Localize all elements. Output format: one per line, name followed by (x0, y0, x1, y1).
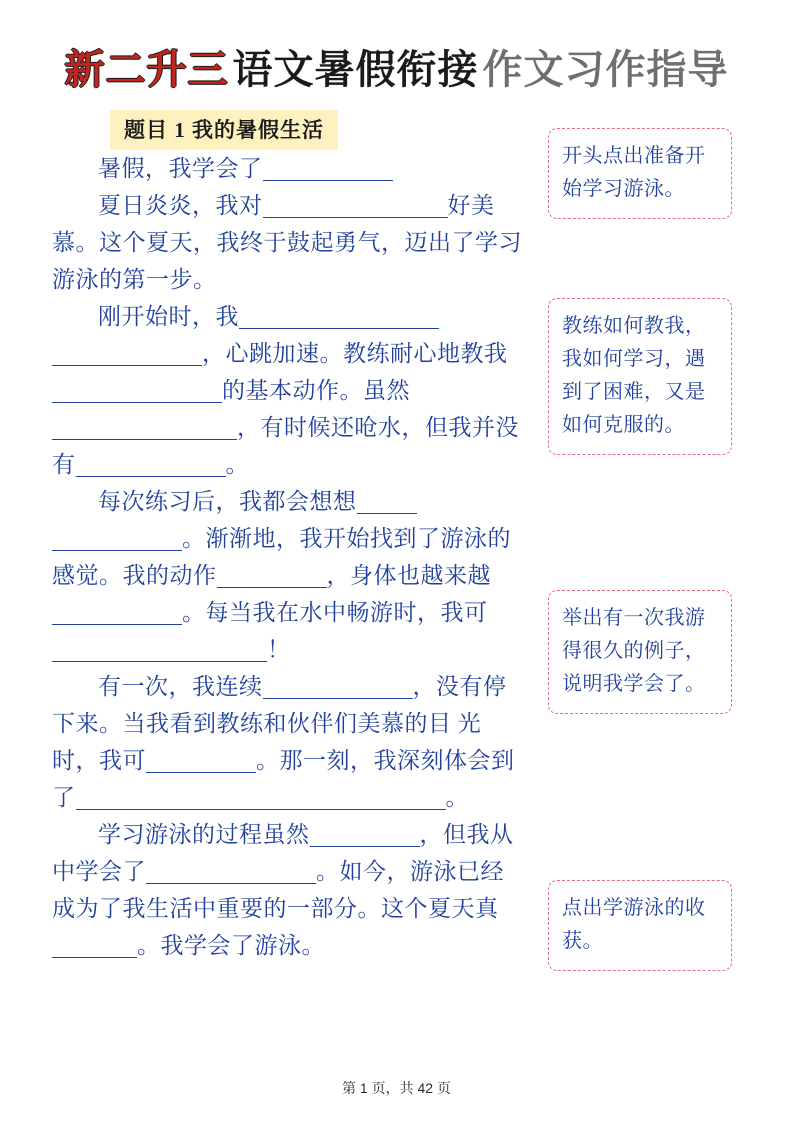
paragraph-5-text-4: 。 (445, 785, 469, 810)
paragraph-3-text-3: 的基本动作。虽然 (222, 378, 410, 403)
paragraph-3 (52, 298, 522, 483)
annotation-note-3: 举出有一次我游得很久的例子，说明我学会了。 (548, 590, 732, 714)
paragraph-4-text-2: 。渐渐地，我开始找到了游泳的感觉。我的动作 (52, 526, 511, 588)
paragraph-1-text-1: 暑假，我学会了 (98, 156, 263, 181)
title-black-part: 语文暑假衔接 (232, 47, 479, 92)
fill-blank[interactable] (52, 416, 237, 440)
paragraph-5 (52, 668, 522, 816)
fill-blank[interactable] (147, 638, 267, 662)
composition-body (52, 150, 522, 964)
title-gray-part: 作文习作指导 (482, 47, 729, 92)
paragraph-3-text-1: 刚开始时，我 (98, 304, 239, 329)
fill-blank[interactable] (263, 194, 448, 218)
paragraph-5-text-2: ，没有停下来。当我看到教练和伙伴们美慕的目 光时，我可 (52, 674, 507, 773)
paragraph-5-text-1: 有一次，我连续 (98, 674, 263, 699)
paragraph-4-text-5: ！ (267, 637, 291, 662)
fill-blank[interactable] (52, 342, 202, 366)
paragraph-4-text-1: 每次练习后，我都会想想 (98, 489, 357, 514)
fill-blank[interactable] (357, 490, 417, 514)
fill-blank[interactable] (239, 305, 439, 329)
fill-blank[interactable] (76, 786, 206, 810)
fill-blank[interactable] (52, 934, 137, 958)
fill-blank[interactable] (217, 564, 327, 588)
fill-blank[interactable] (52, 527, 182, 551)
fill-blank[interactable] (146, 749, 256, 773)
topic-heading: 题目 1 我的暑假生活 (110, 110, 338, 150)
page-footer: 第 1 页，共 42 页 (342, 1080, 451, 1096)
paragraph-3-text-4: ，有时候还呛水，但我并没有 (52, 415, 519, 477)
paragraph-6-text-3: 。如今，游泳已经成为了我生活中重要的一部分。这个夏天真 (52, 859, 504, 921)
paragraph-4-text-4: 。每当我在水中畅游时，我可 (182, 600, 488, 625)
fill-blank[interactable] (206, 786, 446, 810)
paragraph-2 (52, 187, 522, 298)
annotation-note-2: 教练如何教我，我如何学习，遇到了困难，又是如何克服的。 (548, 298, 732, 455)
fill-blank[interactable] (52, 638, 147, 662)
paragraph-4-text-3: ，身体也越来越 (326, 563, 491, 588)
fill-blank[interactable] (52, 601, 182, 625)
paragraph-6-text-1: 学习游泳的过程虽然 (98, 822, 310, 847)
annotation-note-4: 点出学游泳的收获。 (548, 880, 732, 971)
paragraph-1 (52, 150, 522, 187)
paragraph-2-text-1: 夏日炎炎，我对 (98, 193, 263, 218)
paragraph-2-text-2: 好美慕。这个夏天，我终于鼓起勇气，迈出了学习游泳的第一步。 (52, 193, 522, 292)
paragraph-4 (52, 483, 522, 668)
fill-blank[interactable] (263, 157, 393, 181)
paragraph-5-text-3: 。那一刻，我深刻体会到了 (52, 748, 515, 810)
paragraph-6-text-4: 。我学会了游泳。 (137, 933, 325, 958)
paragraph-6 (52, 816, 522, 964)
fill-blank[interactable] (310, 823, 420, 847)
fill-blank[interactable] (52, 379, 222, 403)
paragraph-3-text-5: 。 (225, 452, 249, 477)
page-title (0, 38, 793, 95)
fill-blank[interactable] (146, 860, 316, 884)
annotation-note-1: 开头点出准备开始学习游泳。 (548, 128, 732, 219)
paragraph-6-text-2: ，但我从中学会了 (52, 822, 514, 884)
fill-blank[interactable] (76, 453, 226, 477)
fill-blank[interactable] (263, 675, 413, 699)
title-red-part: 新二升三 (64, 47, 229, 92)
paragraph-3-text-2: ，心跳加速。教练耐心地教我 (202, 341, 508, 366)
